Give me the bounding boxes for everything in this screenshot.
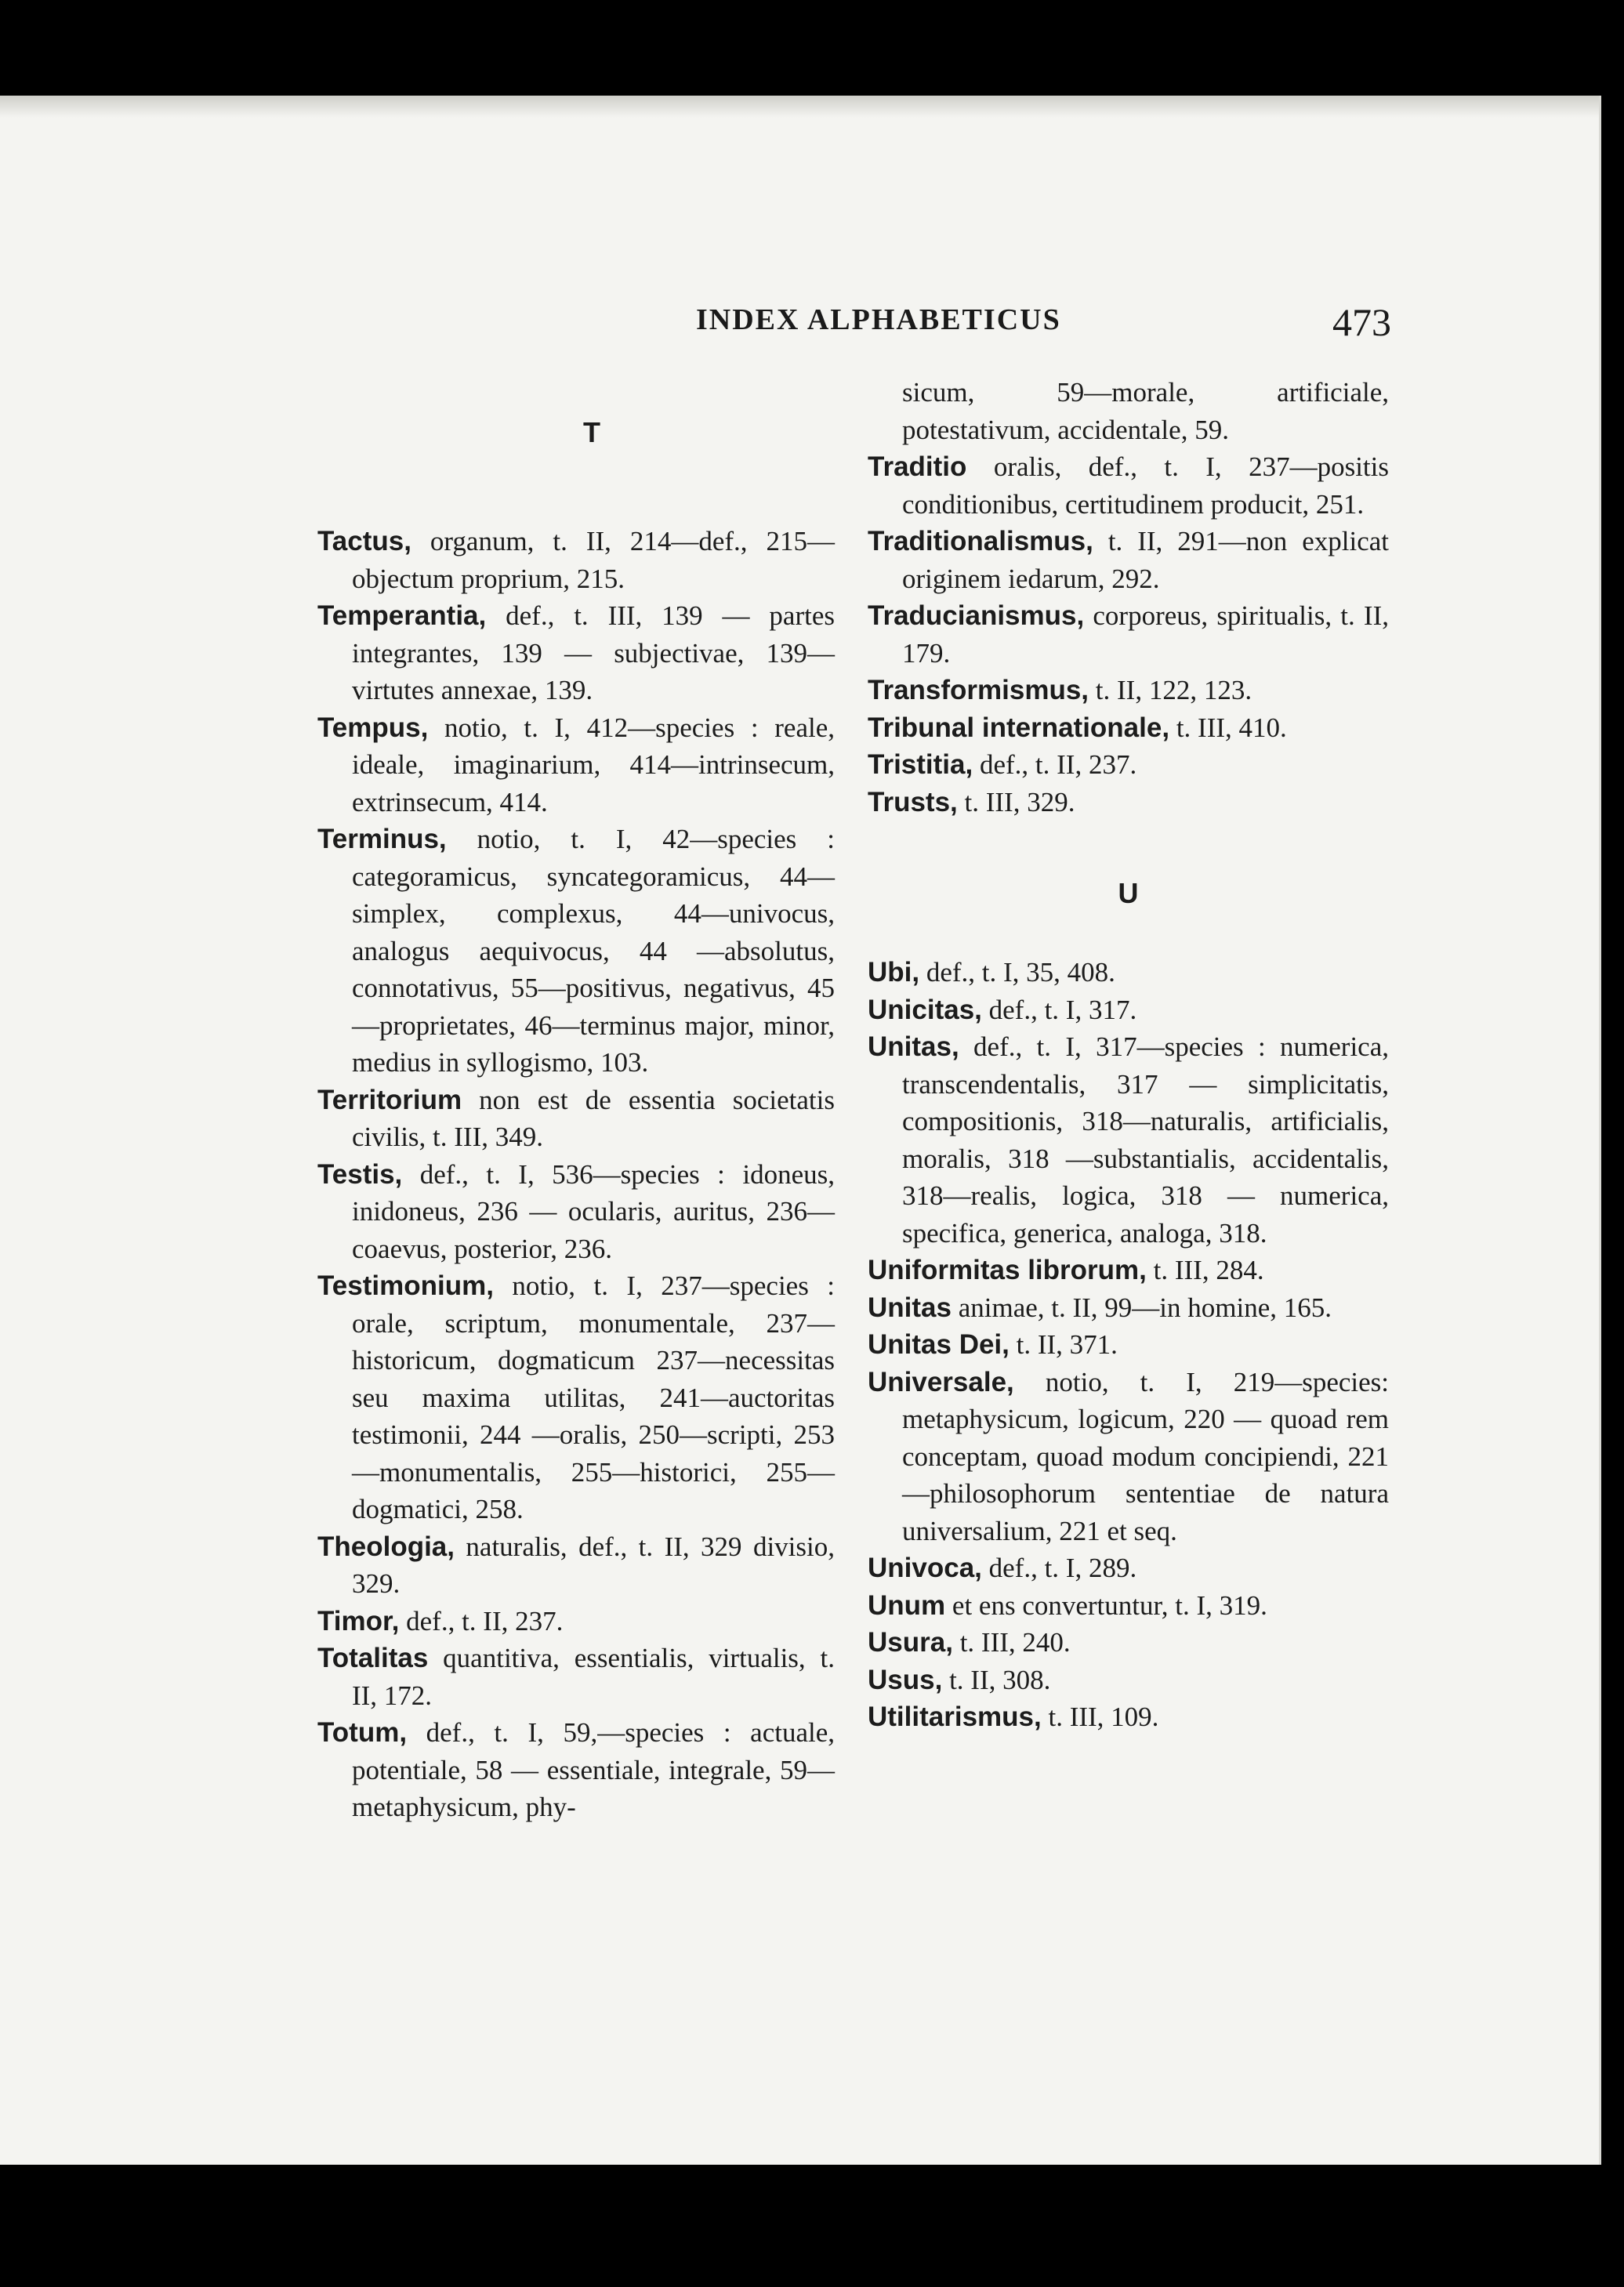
entry-text: def., t. I, 317—species : numerica, transcendentalis, 317 — simplicitatis, compositionis, 318—naturalis, artificialis, moralis, 318 —substantialis, accidentalis, 318—realis, logica, 318 — numerica, specifica, generica, analoga, 318. — [902, 1031, 1389, 1249]
entry-text: notio, t. I, 237—species : orale, scriptum, monumentale, 237—historicum, dogmaticum 237—necessitas seu maxima utilitas, 241—auctoritas testimonii, 244 —oralis, 250—scripti, 253—monumentalis, 255—historici, 255—dogmatici, 258. — [352, 1270, 835, 1524]
entry-text: oralis, def., t. I, 237—positis conditionibus, certitudinem producit, 251. — [902, 451, 1389, 520]
entry-text: t. II, 371. — [1009, 1329, 1118, 1360]
entry-text: corporeus, spiritualis, t. II, 179. — [902, 600, 1389, 669]
entry-text: et ens convertuntur, t. I, 319. — [945, 1589, 1267, 1621]
entry-text: t. II, 291—non explicat originem iedarum, 292. — [902, 526, 1389, 594]
entry-headword: Unitas — [868, 1292, 952, 1323]
entry-text: notio, t. I, 42—species : categoramicus, syncategoramicus, 44—simplex, complexus, 44—univocus, analogus aequivocus, 44 —absolutus, connotativus, 55—positivus, negativus, 45—proprietates, 46—terminus major, minor, medius in syllogismo, 103. — [352, 824, 835, 1078]
entry-text: t. III, 109. — [1041, 1702, 1159, 1732]
section-letter-t: T — [583, 416, 600, 448]
entry-text: t. II, 308. — [942, 1664, 1051, 1695]
entry-headword: Univoca, — [868, 1553, 982, 1583]
entry-headword: Tristitia, — [868, 749, 973, 780]
entry-headword: Unicitas, — [868, 994, 982, 1025]
entry-headword: Trusts, — [868, 786, 958, 817]
index-entry — [868, 597, 1389, 672]
entry-headword: Traducianismus, — [868, 600, 1085, 631]
index-entry — [317, 1603, 835, 1640]
entry-headword: Tribunal internationale, — [868, 712, 1170, 743]
index-entry — [868, 672, 1389, 709]
index-entry — [868, 1624, 1389, 1662]
page-number: 473 — [1332, 300, 1391, 344]
entry-headword: Utilitarismus, — [868, 1702, 1042, 1732]
entry-headword: Tactus, — [317, 526, 411, 556]
entry-headword: Totum, — [317, 1717, 408, 1748]
entry-text: def., t. I, 317. — [981, 994, 1137, 1025]
book-page — [0, 96, 1601, 2165]
entry-text: t. II, 122, 123. — [1089, 675, 1252, 705]
entry-headword: Transformismus, — [868, 675, 1089, 705]
index-entry — [317, 1640, 835, 1714]
entry-text: def., t. I, 536—species : idoneus, inidoneus, 236 — ocularis, auritus, 236—coaevus, posterior, 236. — [352, 1158, 835, 1264]
entry-text: notio, t. I, 219—species: metaphysicum, logicum, 220 — quoad rem conceptam, quoad modum concipiendi, 221—philosophorum sententiae de natura universalium, 221 et seq. — [902, 1366, 1389, 1546]
entry-text: def., t. II, 237. — [399, 1605, 564, 1636]
entry-continuation: sicum, 59—morale, artificiale, potestativum, accidentale, 59. — [902, 377, 1389, 445]
entry-headword: Traditio — [868, 451, 967, 482]
index-entry — [868, 523, 1389, 597]
entry-headword: Temperantia, — [317, 600, 487, 631]
index-entry — [868, 1252, 1389, 1289]
index-entry — [317, 1714, 835, 1826]
entry-text: naturalis, def., t. II, 329 divisio, 329. — [352, 1531, 835, 1599]
entry-headword: Testimonium, — [317, 1270, 494, 1301]
index-entry — [868, 709, 1389, 747]
entry-headword: Unum — [868, 1589, 946, 1621]
entry-text: notio, t. I, 412—species : reale, ideale, imaginarium, 414—intrinsecum, extrinsecum, 414. — [352, 712, 835, 817]
index-entry — [868, 1549, 1389, 1587]
running-title: INDEX ALPHABETICUS — [696, 303, 1061, 336]
entry-text: t. III, 329. — [957, 786, 1075, 817]
entry-list-t — [317, 523, 835, 1826]
index-entry — [317, 1082, 835, 1156]
index-entry — [868, 1662, 1389, 1699]
index-entry — [868, 746, 1389, 784]
entry-headword: Terminus, — [317, 824, 447, 854]
entry-headword: Tempus, — [317, 712, 429, 743]
index-column-right — [868, 374, 1389, 1736]
index-entry — [317, 1156, 835, 1268]
entry-text: t. III, 410. — [1169, 712, 1287, 743]
index-entry — [317, 1267, 835, 1528]
entry-headword: Unitas, — [868, 1031, 959, 1062]
index-entry — [868, 1326, 1389, 1364]
entry-headword: Universale, — [868, 1366, 1014, 1397]
entry-text: non est de essentia societatis civilis, t. III, 349. — [352, 1084, 835, 1152]
index-entry — [868, 1364, 1389, 1550]
running-header — [0, 299, 1599, 346]
entry-headword: Usura, — [868, 1627, 953, 1658]
index-entry — [317, 709, 835, 821]
entry-headword: Usus, — [868, 1664, 943, 1695]
index-column-left — [317, 374, 835, 1826]
entry-text: organum, t. II, 214—def., 215—objectum proprium, 215. — [352, 526, 835, 594]
index-entry — [868, 784, 1389, 821]
entry-headword: Timor, — [317, 1605, 400, 1636]
entry-headword: Unitas Dei, — [868, 1329, 1010, 1360]
entry-text: def., t. II, 237. — [973, 749, 1137, 780]
entry-text: t. III, 240. — [952, 1627, 1071, 1658]
index-entry — [317, 523, 835, 597]
entry-headword: Testis, — [317, 1158, 403, 1190]
entry-text: def., t. I, 289. — [981, 1553, 1137, 1583]
index-entry — [868, 954, 1389, 991]
entry-text: def., t. I, 35, 408. — [919, 957, 1115, 988]
index-entry — [868, 1289, 1389, 1327]
index-entry — [868, 991, 1389, 1029]
index-entry — [317, 1528, 835, 1603]
entry-headword: Theologia, — [317, 1531, 455, 1562]
entry-headword: Ubi, — [868, 957, 920, 988]
entry-headword: Territorium — [317, 1084, 462, 1115]
entry-headword: Uniformitas librorum, — [868, 1255, 1147, 1285]
entry-text: def., t. III, 139 — partes integrantes, 139 — subjectivae, 139—virtutes annexae, 139. — [352, 600, 835, 705]
entry-text: t. III, 284. — [1146, 1255, 1264, 1285]
section-letter-u: U — [1118, 877, 1139, 909]
index-entry — [317, 597, 835, 709]
entry-headword: Totalitas — [317, 1643, 429, 1673]
entry-text: def., t. I, 59,—species : actuale, potentiale, 58 — essentiale, integrale, 59—metaphysicum, phy- — [352, 1717, 835, 1822]
index-entry — [868, 1028, 1389, 1252]
entry-text: animae, t. II, 99—in homine, 165. — [951, 1292, 1332, 1323]
entry-list-t-continued — [868, 448, 1389, 821]
entry-headword: Traditionalismus, — [868, 526, 1093, 556]
entry-text: quantitiva, essentialis, virtualis, t. II, 172. — [352, 1643, 835, 1711]
index-entry — [868, 1698, 1389, 1736]
index-entry — [868, 1587, 1389, 1625]
entry-list-u — [868, 954, 1389, 1736]
index-entry — [317, 821, 835, 1082]
index-entry — [868, 448, 1389, 523]
